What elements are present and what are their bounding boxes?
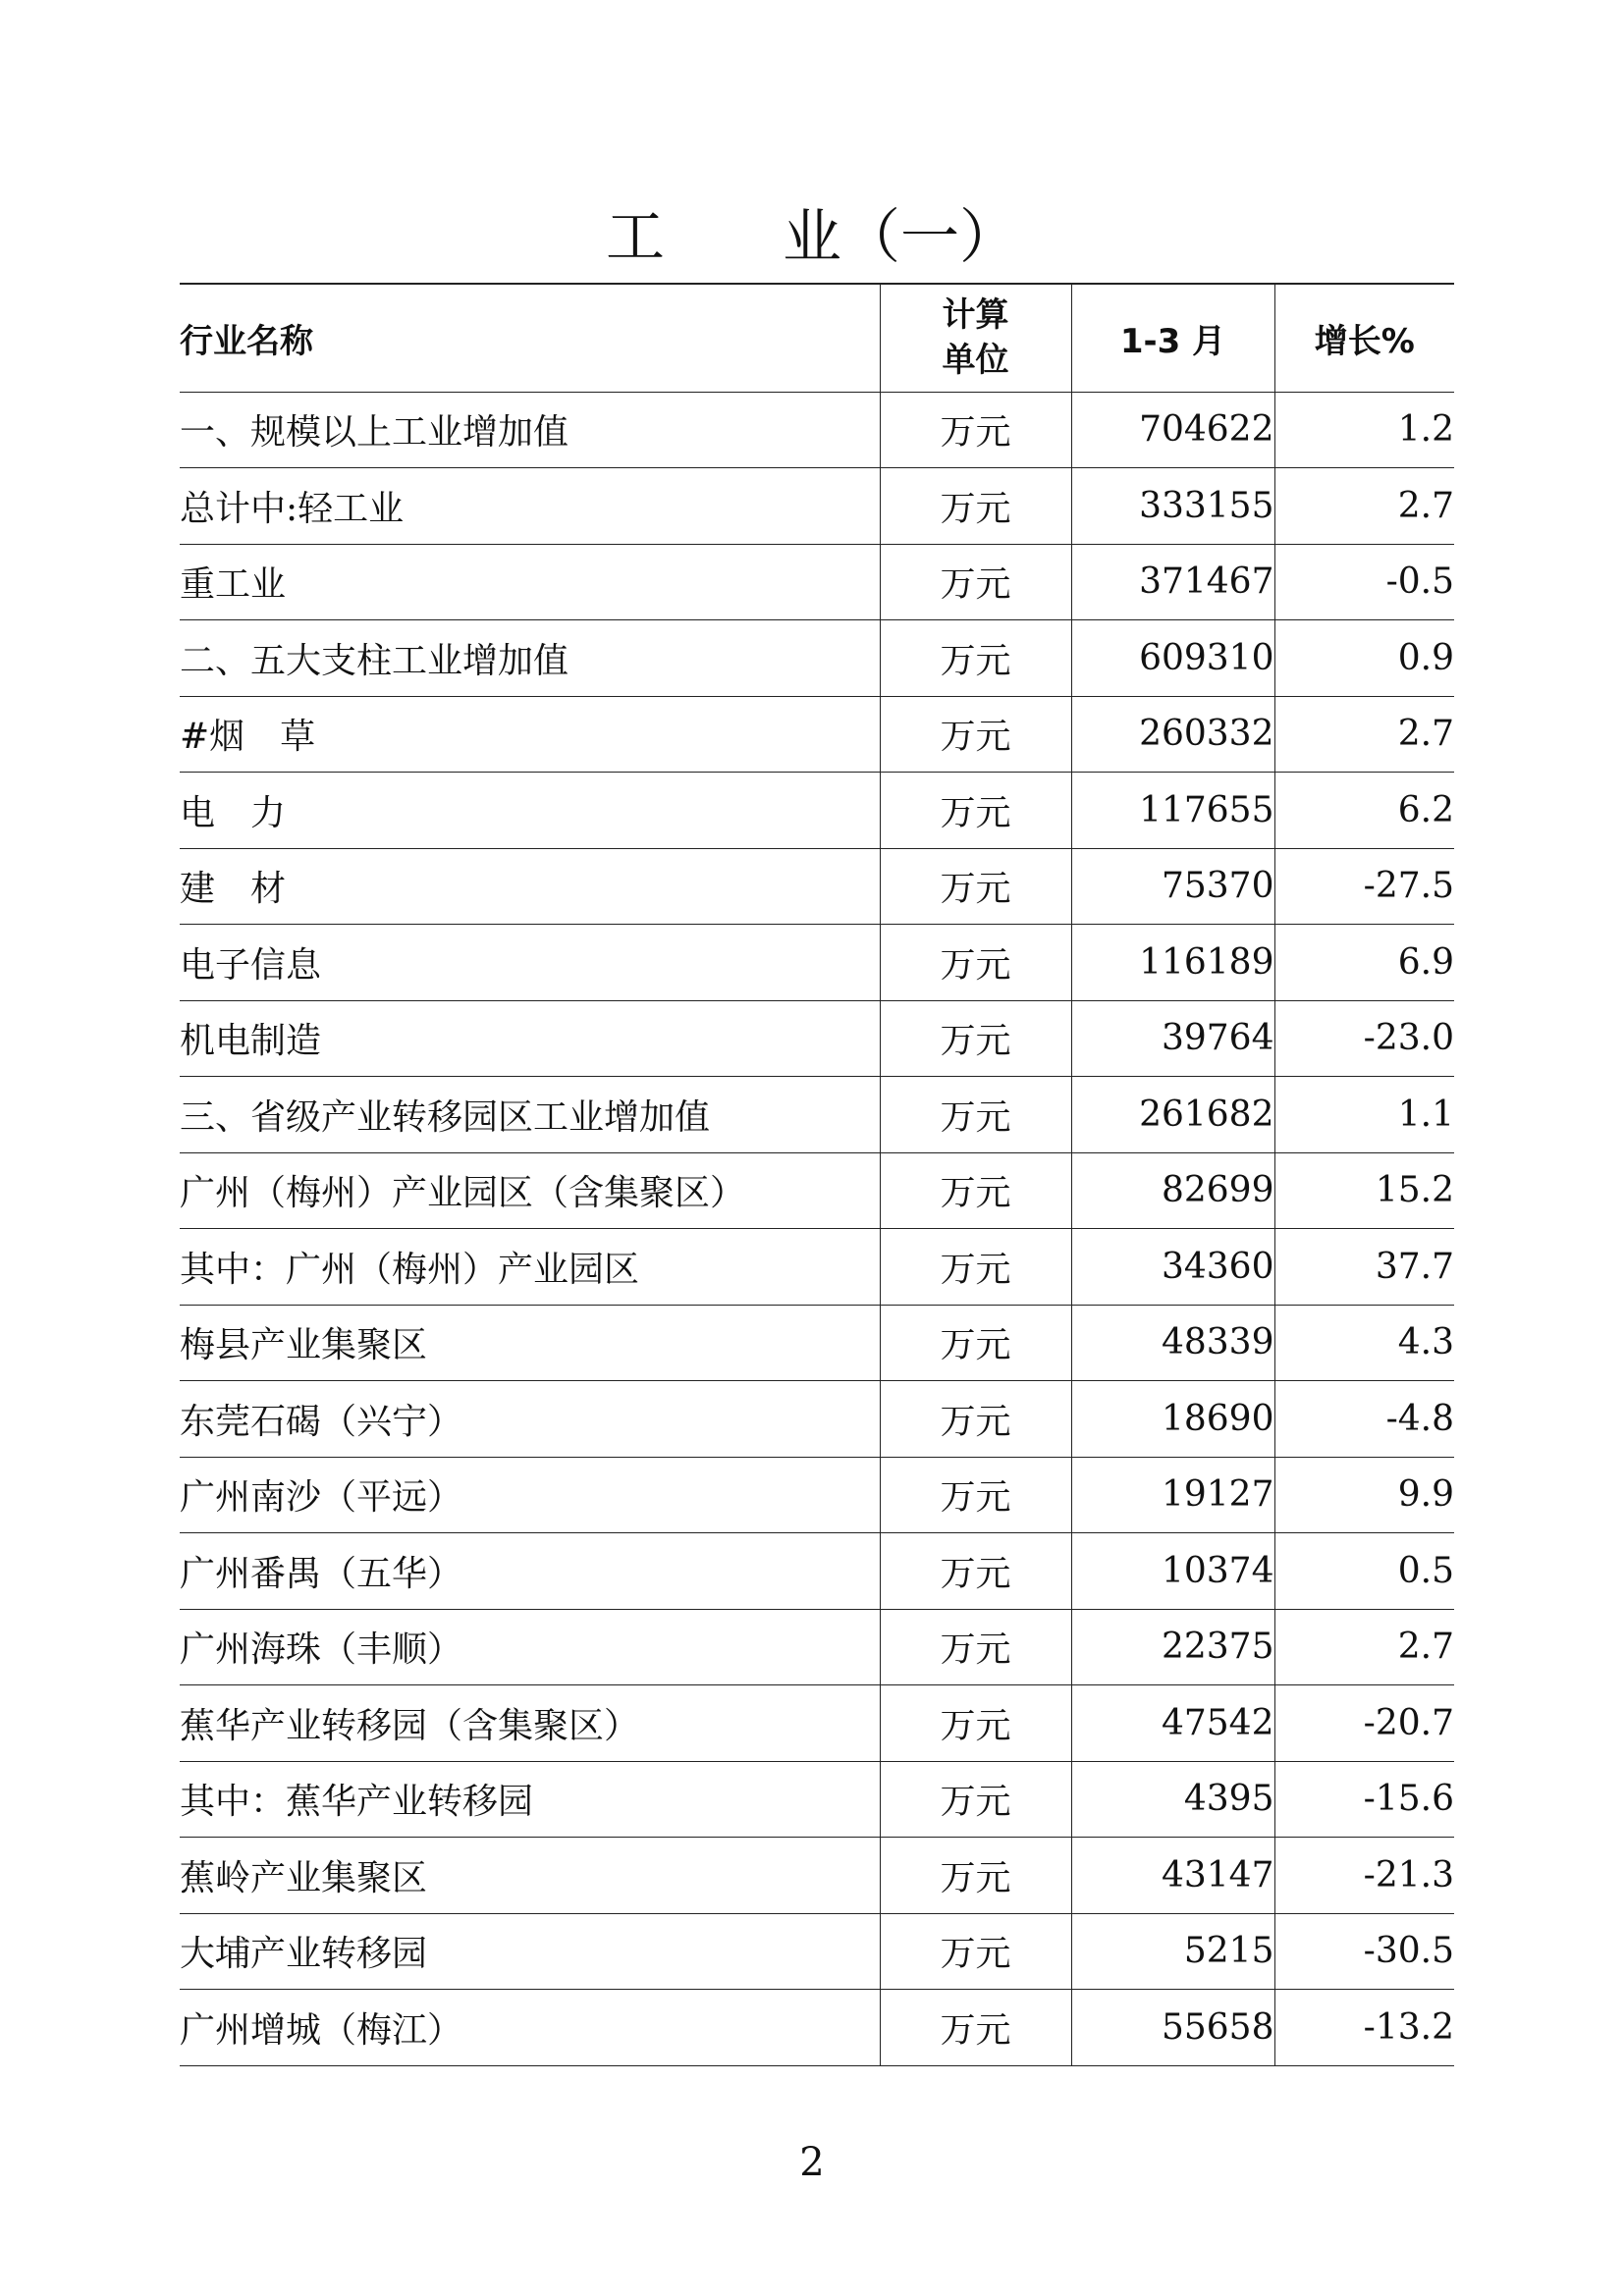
table-row: [180, 848, 1454, 925]
row-value: 116189: [1071, 925, 1274, 1001]
table-row: [180, 1000, 1454, 1077]
table-row: [180, 1913, 1454, 1990]
table-body: [180, 392, 1454, 2065]
page-number: 2: [799, 2140, 825, 2185]
table-row: [180, 1609, 1454, 1685]
row-value: 22375: [1071, 1609, 1274, 1685]
row-growth: 1.1: [1274, 1077, 1454, 1153]
row-value: 39764: [1071, 1000, 1274, 1077]
row-growth: -27.5: [1274, 848, 1454, 925]
row-value: 117655: [1071, 773, 1274, 849]
row-industry-name: 梅县产业集聚区: [180, 1305, 880, 1381]
row-growth: 15.2: [1274, 1152, 1454, 1229]
table-row: [180, 1077, 1454, 1153]
row-industry-name: 三、省级产业转移园区工业增加值: [180, 1077, 880, 1153]
row-industry-name: 蕉岭产业集聚区: [180, 1838, 880, 1914]
row-growth: -13.2: [1274, 1990, 1454, 2066]
page-title: [0, 202, 1624, 273]
row-industry-name: 一、规模以上工业增加值: [180, 392, 880, 468]
row-unit: 万元: [880, 1381, 1071, 1458]
row-unit: 万元: [880, 1152, 1071, 1229]
row-growth: -0.5: [1274, 544, 1454, 620]
row-industry-name: #烟 草: [180, 696, 880, 773]
row-value: 19127: [1071, 1457, 1274, 1533]
row-value: 333155: [1071, 468, 1274, 545]
row-value: 371467: [1071, 544, 1274, 620]
row-unit: 万元: [880, 848, 1071, 925]
header-unit-line2: 单位: [942, 341, 1009, 381]
table-row: [180, 1533, 1454, 1610]
row-value: 5215: [1071, 1913, 1274, 1990]
header-unit-line1: 计算: [942, 295, 1009, 336]
row-value: 75370: [1071, 848, 1274, 925]
row-growth: 37.7: [1274, 1229, 1454, 1306]
row-industry-name: 总计中:轻工业: [180, 468, 880, 545]
table-row: [180, 1761, 1454, 1838]
table-header-row: [180, 284, 1454, 392]
row-industry-name: 大埔产业转移园: [180, 1913, 880, 1990]
row-unit: 万元: [880, 620, 1071, 697]
row-unit: 万元: [880, 1685, 1071, 1762]
table-row: [180, 544, 1454, 620]
row-growth: 0.9: [1274, 620, 1454, 697]
row-unit: 万元: [880, 1229, 1071, 1306]
row-growth: 9.9: [1274, 1457, 1454, 1533]
row-unit: 万元: [880, 1761, 1071, 1838]
row-value: 18690: [1071, 1381, 1274, 1458]
row-industry-name: 蕉华产业转移园（含集聚区）: [180, 1685, 880, 1762]
row-growth: 2.7: [1274, 1609, 1454, 1685]
row-growth: -15.6: [1274, 1761, 1454, 1838]
row-industry-name: 广州南沙（平远）: [180, 1457, 880, 1533]
row-value: 47542: [1071, 1685, 1274, 1762]
row-value: 10374: [1071, 1533, 1274, 1610]
row-growth: -23.0: [1274, 1000, 1454, 1077]
row-unit: 万元: [880, 1457, 1071, 1533]
row-industry-name: 广州增城（梅江）: [180, 1990, 880, 2066]
table-row: [180, 1990, 1454, 2066]
row-value: 43147: [1071, 1838, 1274, 1914]
industry-stats-table: [180, 283, 1454, 2066]
row-value: 260332: [1071, 696, 1274, 773]
row-unit: 万元: [880, 696, 1071, 773]
row-industry-name: 其中：广州（梅州）产业园区: [180, 1229, 880, 1306]
row-growth: 1.2: [1274, 392, 1454, 468]
row-industry-name: 二、五大支柱工业增加值: [180, 620, 880, 697]
table-row: [180, 773, 1454, 849]
row-value: 48339: [1071, 1305, 1274, 1381]
row-value: 704622: [1071, 392, 1274, 468]
header-growth: 增长%: [1274, 284, 1454, 392]
table-row: [180, 1229, 1454, 1306]
row-growth: -4.8: [1274, 1381, 1454, 1458]
row-unit: 万元: [880, 1990, 1071, 2066]
row-industry-name: 重工业: [180, 544, 880, 620]
row-industry-name: 机电制造: [180, 1000, 880, 1077]
table-row: [180, 468, 1454, 545]
page-title-rest: 业（一）: [783, 203, 1018, 272]
row-growth: 2.7: [1274, 696, 1454, 773]
row-industry-name: 广州海珠（丰顺）: [180, 1609, 880, 1685]
row-unit: 万元: [880, 544, 1071, 620]
row-value: 4395: [1071, 1761, 1274, 1838]
row-unit: 万元: [880, 773, 1071, 849]
row-industry-name: 广州番禺（五华）: [180, 1533, 880, 1610]
row-unit: 万元: [880, 1077, 1071, 1153]
row-value: 55658: [1071, 1990, 1274, 2066]
header-industry-name: 行业名称: [180, 284, 880, 392]
table-row: [180, 696, 1454, 773]
row-industry-name: 其中：蕉华产业转移园: [180, 1761, 880, 1838]
row-growth: 6.2: [1274, 773, 1454, 849]
row-growth: 4.3: [1274, 1305, 1454, 1381]
row-unit: 万元: [880, 1838, 1071, 1914]
page-title-main: 工: [606, 203, 665, 272]
table-row: [180, 1152, 1454, 1229]
row-growth: 2.7: [1274, 468, 1454, 545]
row-unit: 万元: [880, 1609, 1071, 1685]
row-growth: 6.9: [1274, 925, 1454, 1001]
row-unit: 万元: [880, 468, 1071, 545]
row-industry-name: 建 材: [180, 848, 880, 925]
table-row: [180, 1457, 1454, 1533]
row-growth: -20.7: [1274, 1685, 1454, 1762]
row-unit: 万元: [880, 1533, 1071, 1610]
table-row: [180, 925, 1454, 1001]
row-growth: 0.5: [1274, 1533, 1454, 1610]
row-growth: -30.5: [1274, 1913, 1454, 1990]
table-row: [180, 1381, 1454, 1458]
row-unit: 万元: [880, 1913, 1071, 1990]
row-unit: 万元: [880, 1305, 1071, 1381]
table-row: [180, 392, 1454, 468]
table-row: [180, 1685, 1454, 1762]
row-value: 82699: [1071, 1152, 1274, 1229]
row-growth: -21.3: [1274, 1838, 1454, 1914]
row-unit: 万元: [880, 1000, 1071, 1077]
table-row: [180, 620, 1454, 697]
table-row: [180, 1838, 1454, 1914]
row-value: 34360: [1071, 1229, 1274, 1306]
header-period: 1-3 月: [1071, 284, 1274, 392]
row-industry-name: 电子信息: [180, 925, 880, 1001]
row-value: 261682: [1071, 1077, 1274, 1153]
row-unit: 万元: [880, 925, 1071, 1001]
table-row: [180, 1305, 1454, 1381]
header-unit: [880, 284, 1071, 392]
row-unit: 万元: [880, 392, 1071, 468]
row-industry-name: 广州（梅州）产业园区（含集聚区）: [180, 1152, 880, 1229]
row-industry-name: 东莞石碣（兴宁）: [180, 1381, 880, 1458]
row-value: 609310: [1071, 620, 1274, 697]
row-industry-name: 电 力: [180, 773, 880, 849]
